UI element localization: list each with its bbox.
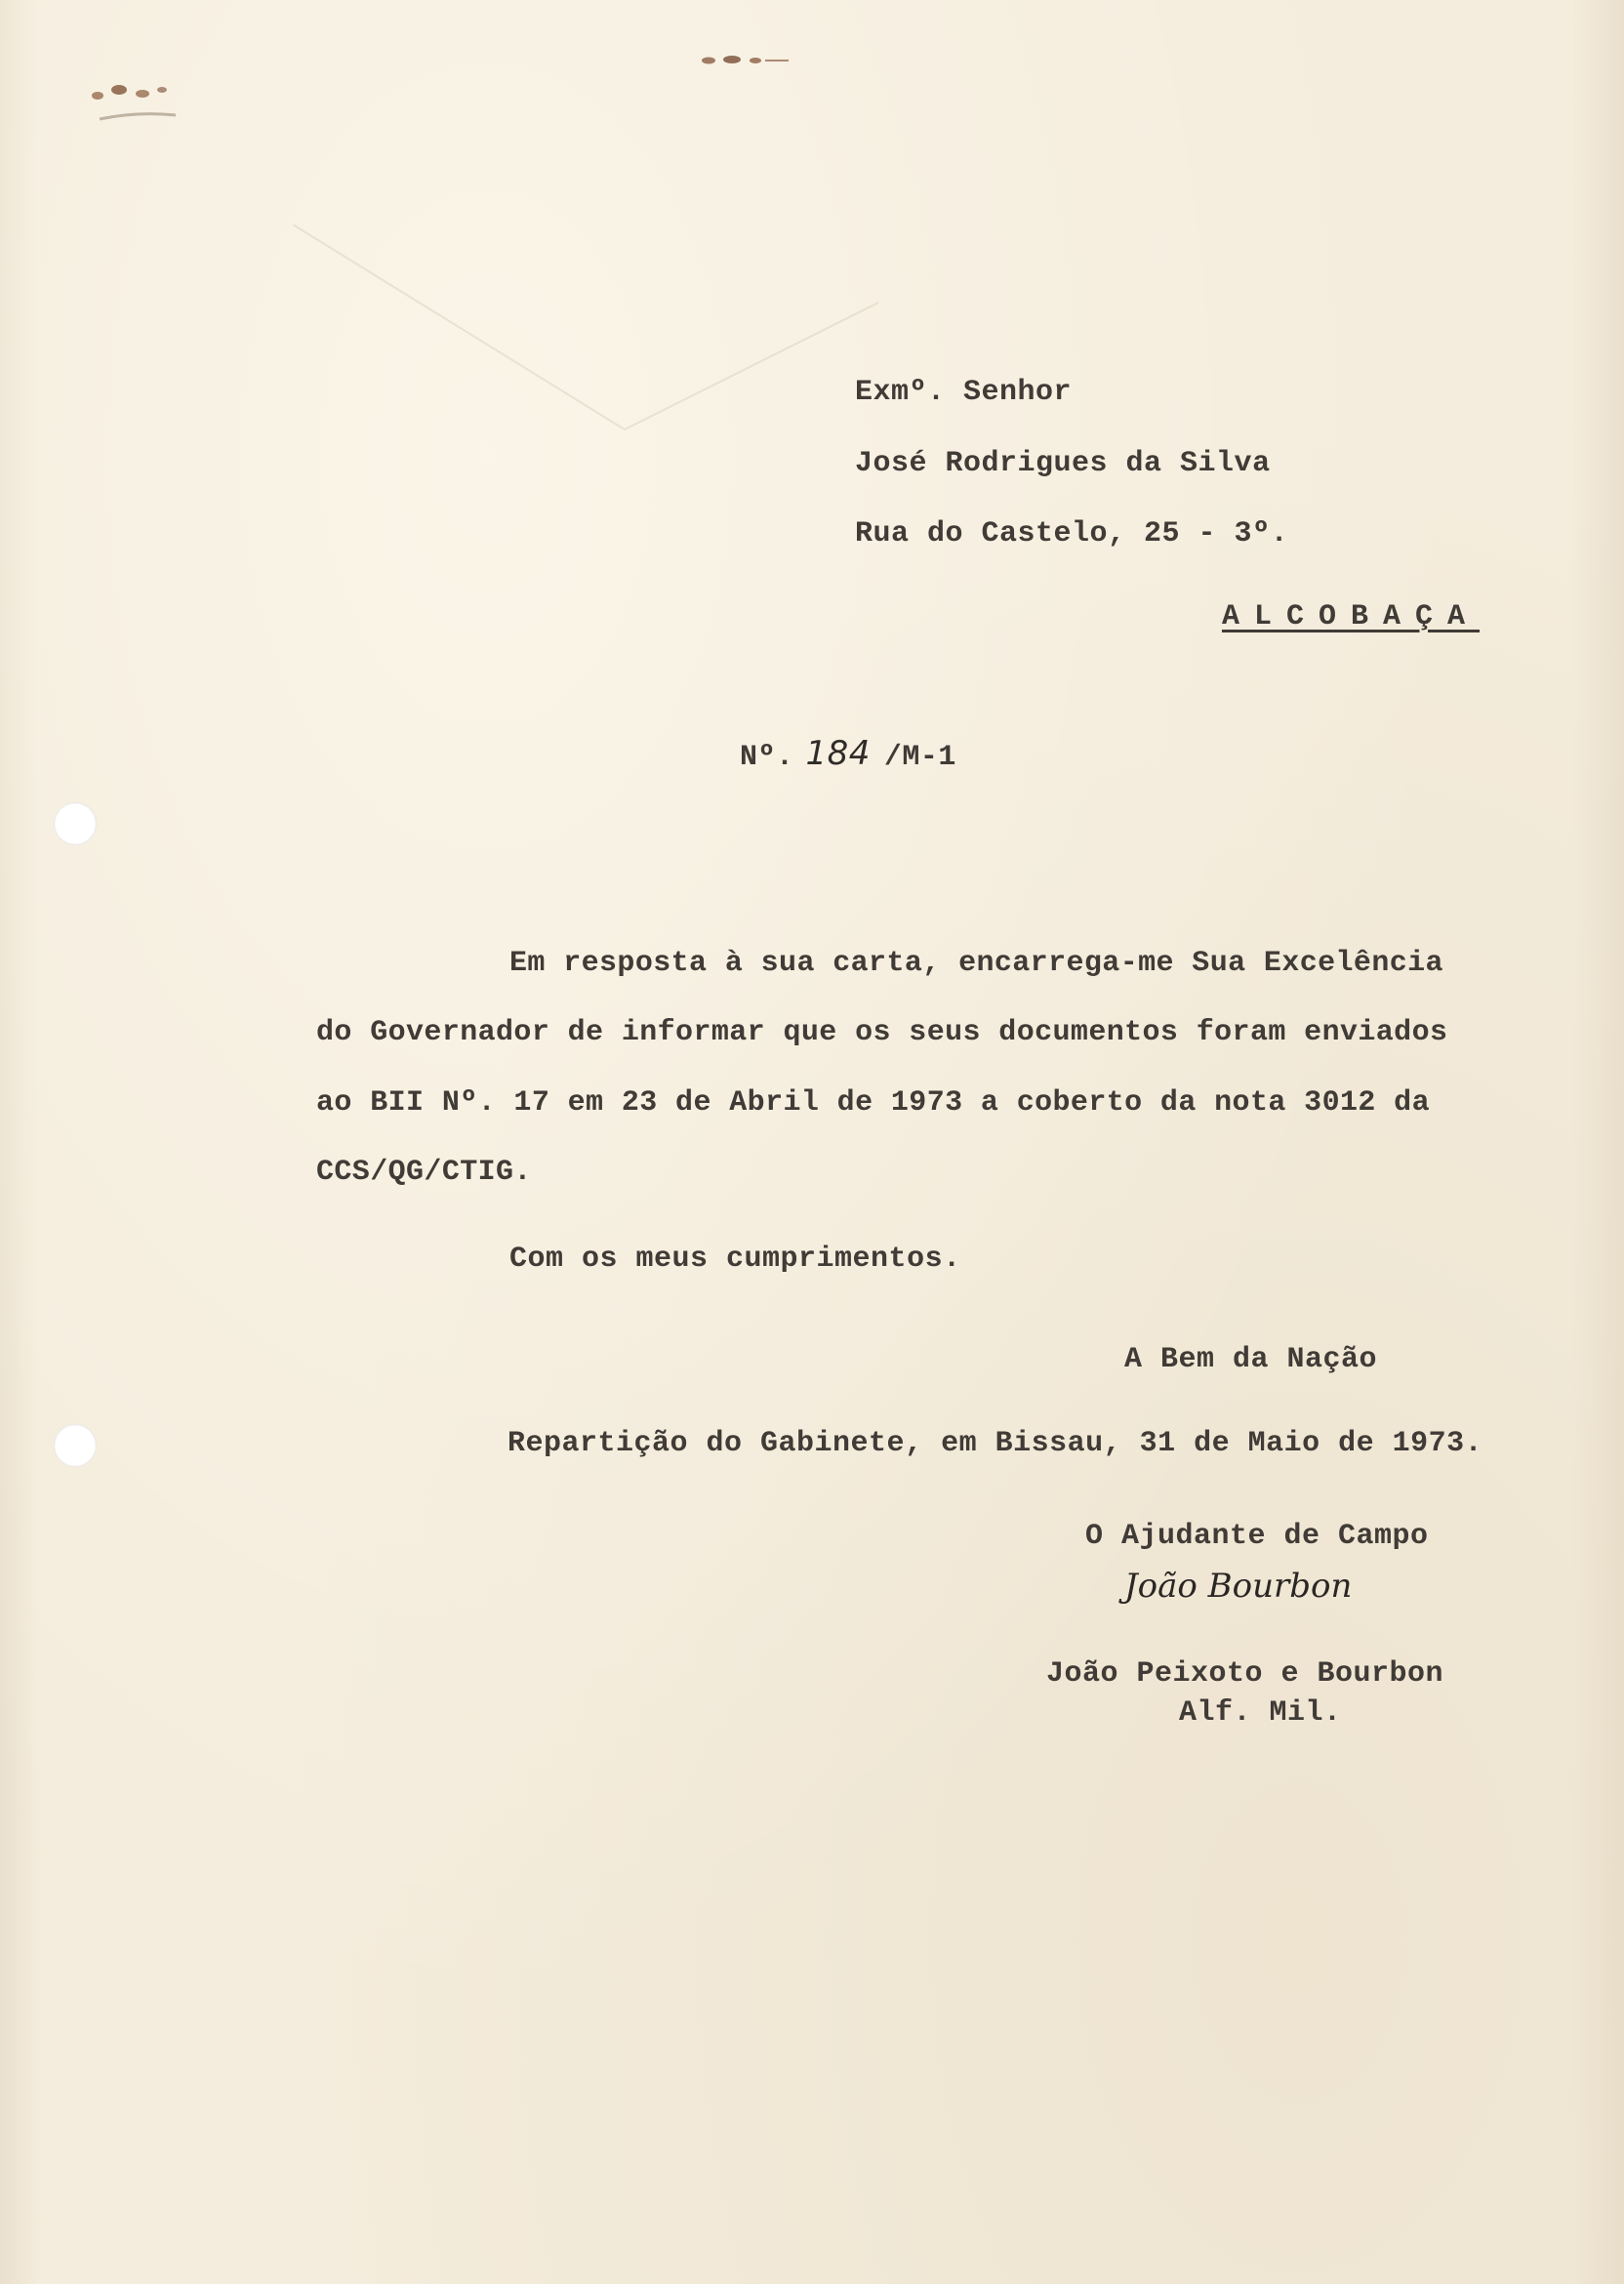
body-line: Em resposta à sua carta, encarrega-me Sua Excelência: [509, 947, 1443, 980]
addressee-salutation: Exmº. Senhor: [855, 376, 1073, 409]
rust-stain-icon: [693, 49, 800, 72]
punch-hole: [54, 802, 97, 845]
signature-role: O Ajudante de Campo: [1085, 1520, 1429, 1553]
punch-hole: [54, 1424, 97, 1467]
paper-fold-mark: [293, 224, 878, 439]
reference-number: [740, 734, 956, 774]
addressee-name: José Rodrigues da Silva: [855, 447, 1271, 480]
handwritten-signature: João Bourbon: [1124, 1567, 1353, 1606]
reference-prefix: Nº.: [740, 741, 794, 774]
body-line: do Governador de informar que os seus documentos foram enviados: [316, 1016, 1448, 1049]
signatory-name: João Peixoto e Bourbon: [1046, 1657, 1444, 1691]
addressee-street: Rua do Castelo, 25 - 3º.: [855, 517, 1289, 551]
addressee-city: ALCOBAÇA: [1222, 600, 1481, 633]
body-line: CCS/QG/CTIG.: [316, 1156, 532, 1189]
place-date-line: Repartição do Gabinete, em Bissau, 31 de Maio de 1973.: [508, 1427, 1483, 1460]
reference-suffix: /M-1: [883, 741, 956, 774]
rust-stain-icon: [78, 76, 185, 135]
signatory-rank: Alf. Mil.: [1179, 1696, 1342, 1730]
body-line: ao BII Nº. 17 em 23 de Abril de 1973 a coberto da nota 3012 da: [316, 1086, 1430, 1120]
valediction: A Bem da Nação: [1124, 1343, 1378, 1376]
closing-line: Com os meus cumprimentos.: [509, 1243, 961, 1276]
reference-handwritten-number: 184: [805, 734, 871, 773]
